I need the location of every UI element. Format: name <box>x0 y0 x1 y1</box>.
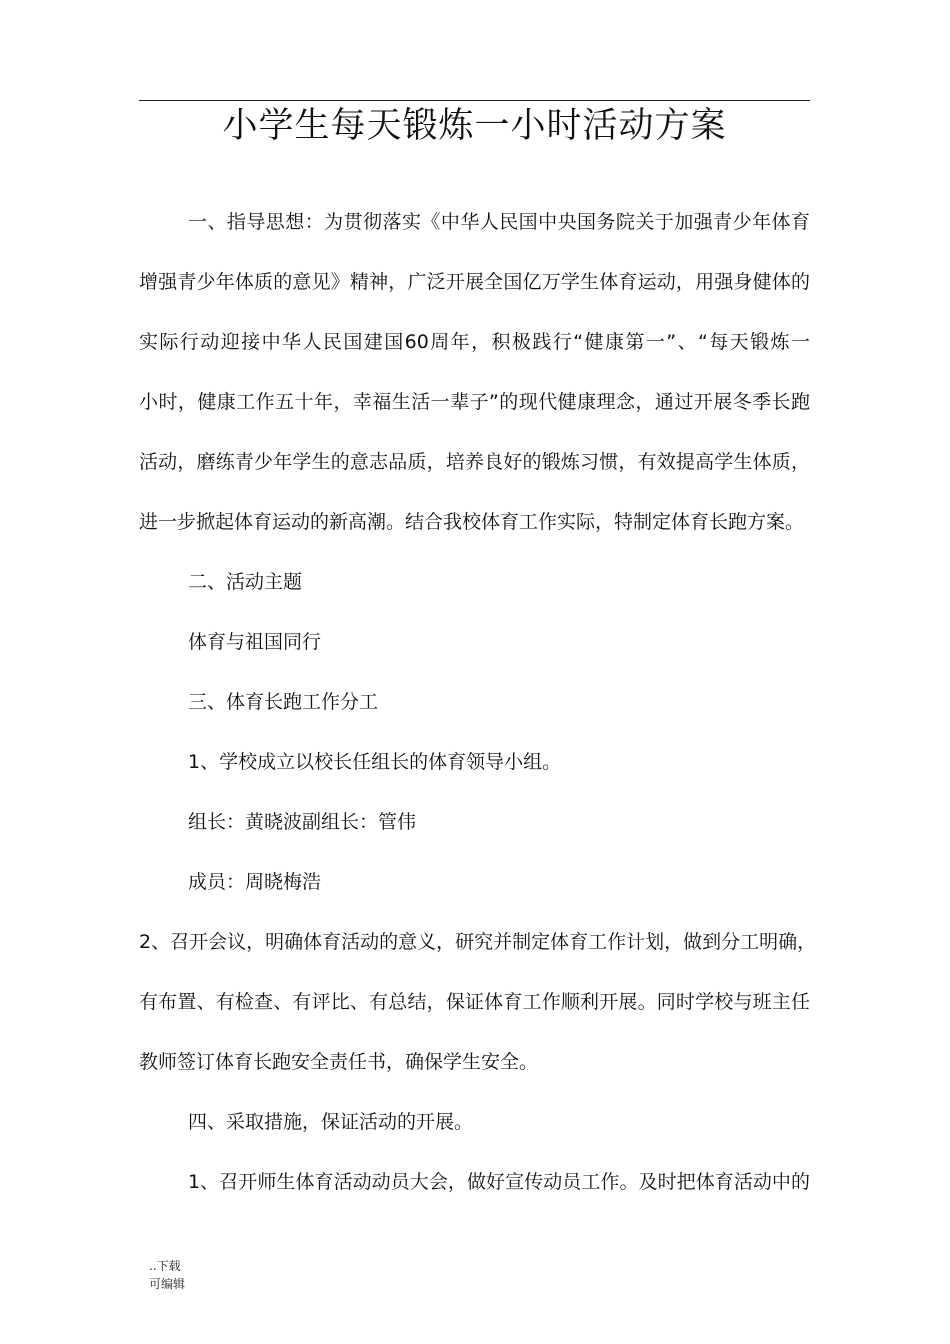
paragraph-line: 组长：黄晓波副组长：管伟 <box>188 811 417 833</box>
paragraph-line: 2、召开会议，明确体育活动的意义，研究并制定体育工作计划，做到分工明确， <box>139 931 817 953</box>
document-title: 小学生每天锻炼一小时活动方案 <box>222 106 727 146</box>
paragraph-line: 成员：周晓梅浩 <box>188 871 322 893</box>
footer-download-note: ..下载 <box>149 1259 181 1273</box>
footer-editable-note: 可编辑 <box>149 1277 186 1291</box>
paragraph-line: 教师签订体育长跑安全责任书，确保学生安全。 <box>139 1051 539 1073</box>
header-rule <box>139 100 810 101</box>
paragraph-line: 实际行动迎接中华人民国建国60周年，积极践行“健康第一”、“每天锻炼一 <box>139 331 810 353</box>
paragraph-line: 体育与祖国同行 <box>188 631 322 653</box>
paragraph-line: 增强青少年体质的意见》精神，广泛开展全国亿万学生体育运动，用强身健体的 <box>139 271 810 293</box>
section-heading: 四、采取措施，保证活动的开展。 <box>188 1111 474 1133</box>
paragraph-line: 1、召开师生体育活动动员大会，做好宣传动员工作。及时把体育活动中的 <box>188 1171 810 1193</box>
paragraph-line: 1、学校成立以校长任组长的体育领导小组。 <box>188 751 562 773</box>
section-heading: 三、体育长跑工作分工 <box>188 691 379 713</box>
paragraph-line: 有布置、有检查、有评比、有总结，保证体育工作顺利开展。同时学校与班主任 <box>139 991 810 1013</box>
paragraph-line: 进一步掀起体育运动的新高潮。结合我校体育工作实际，特制定体育长跑方案。 <box>139 511 805 533</box>
paragraph-line: 活动，磨练青少年学生的意志品质，培养良好的锻炼习惯，有效提高学生体质， <box>139 451 810 473</box>
section-heading: 二、活动主题 <box>188 571 303 593</box>
paragraph-line: 一、指导思想：为贯彻落实《中华人民国中央国务院关于加强青少年体育 <box>188 211 810 233</box>
paragraph-line: 小时，健康工作五十年，幸福生活一辈子”的现代健康理念，通过开展冬季长跑 <box>139 391 810 413</box>
